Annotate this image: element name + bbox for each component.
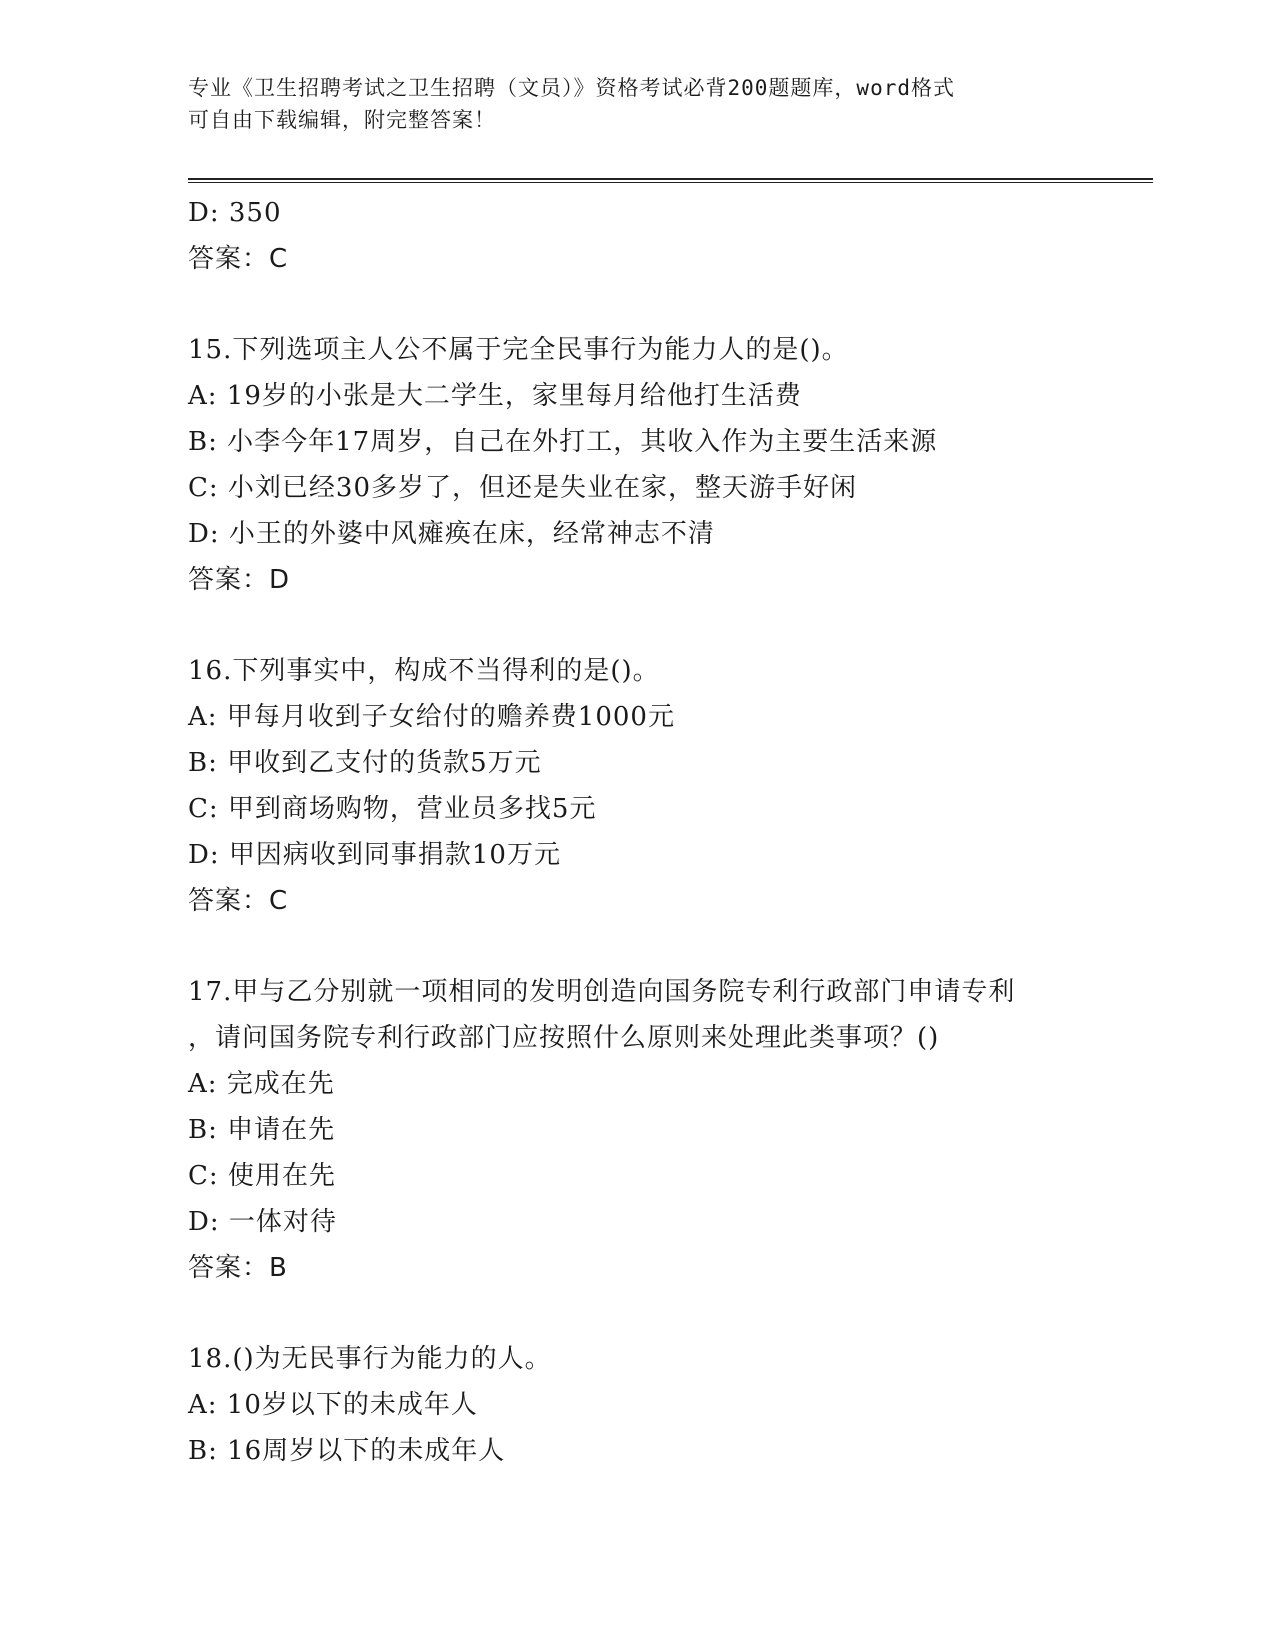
question-list	[188, 190, 1148, 1474]
option-c: C: 甲到商场购物，营业员多找5元	[188, 794, 597, 824]
answer-line: 答案：C	[188, 886, 289, 916]
question-stem: 18.()为无民事行为能力的人。	[188, 1344, 552, 1374]
answer-line: 答案：C	[188, 244, 289, 274]
option-b: B: 16周岁以下的未成年人	[188, 1436, 506, 1466]
option-b: B: 小李今年17周岁，自己在外打工，其收入作为主要生活来源	[188, 427, 938, 457]
previous-question-fragment	[188, 190, 1148, 282]
option-d: D: 小王的外婆中风瘫痪在床，经常神志不清	[188, 519, 715, 549]
header-line-1: 专业《卫生招聘考试之卫生招聘（文员）》资格考试必背200题题库，word格式	[188, 76, 955, 100]
option-c: C: 使用在先	[188, 1161, 336, 1191]
question-18	[188, 1336, 1148, 1474]
question-stem: 16.下列事实中，构成不当得利的是()。	[188, 656, 660, 686]
option-b: B: 甲收到乙支付的货款5万元	[188, 748, 542, 778]
option-d: D: 甲因病收到同事捐款10万元	[188, 840, 561, 870]
option-a: A: 完成在先	[188, 1069, 335, 1099]
answer-line: 答案：D	[188, 565, 291, 595]
header-line-2: 可自由下载编辑，附完整答案！	[188, 108, 496, 132]
option-b: B: 申请在先	[188, 1115, 336, 1145]
option-a: A: 10岁以下的未成年人	[188, 1390, 478, 1420]
option-a: A: 19岁的小张是大二学生，家里每月给他打生活费	[188, 381, 802, 411]
option-a: A: 甲每月收到子女给付的赡养费1000元	[188, 702, 675, 732]
question-stem-line-2: ，请问国务院专利行政部门应按照什么原则来处理此类事项？()	[188, 1023, 940, 1053]
question-17	[188, 969, 1148, 1291]
option-d: D: 350	[188, 198, 282, 228]
option-c: C: 小刘已经30多岁了，但还是失业在家，整天游手好闲	[188, 473, 858, 503]
question-stem: 15.下列选项主人公不属于完全民事行为能力人的是()。	[188, 335, 849, 365]
option-d: D: 一体对待	[188, 1207, 337, 1237]
question-15	[188, 327, 1148, 603]
answer-line: 答案：B	[188, 1253, 288, 1283]
header-divider-thick	[188, 178, 1153, 180]
question-stem-line-1: 17.甲与乙分别就一项相同的发明创造向国务院专利行政部门申请专利	[188, 977, 1016, 1007]
header-divider-thin	[188, 182, 1153, 183]
question-16	[188, 648, 1148, 924]
document-header	[188, 72, 1078, 136]
